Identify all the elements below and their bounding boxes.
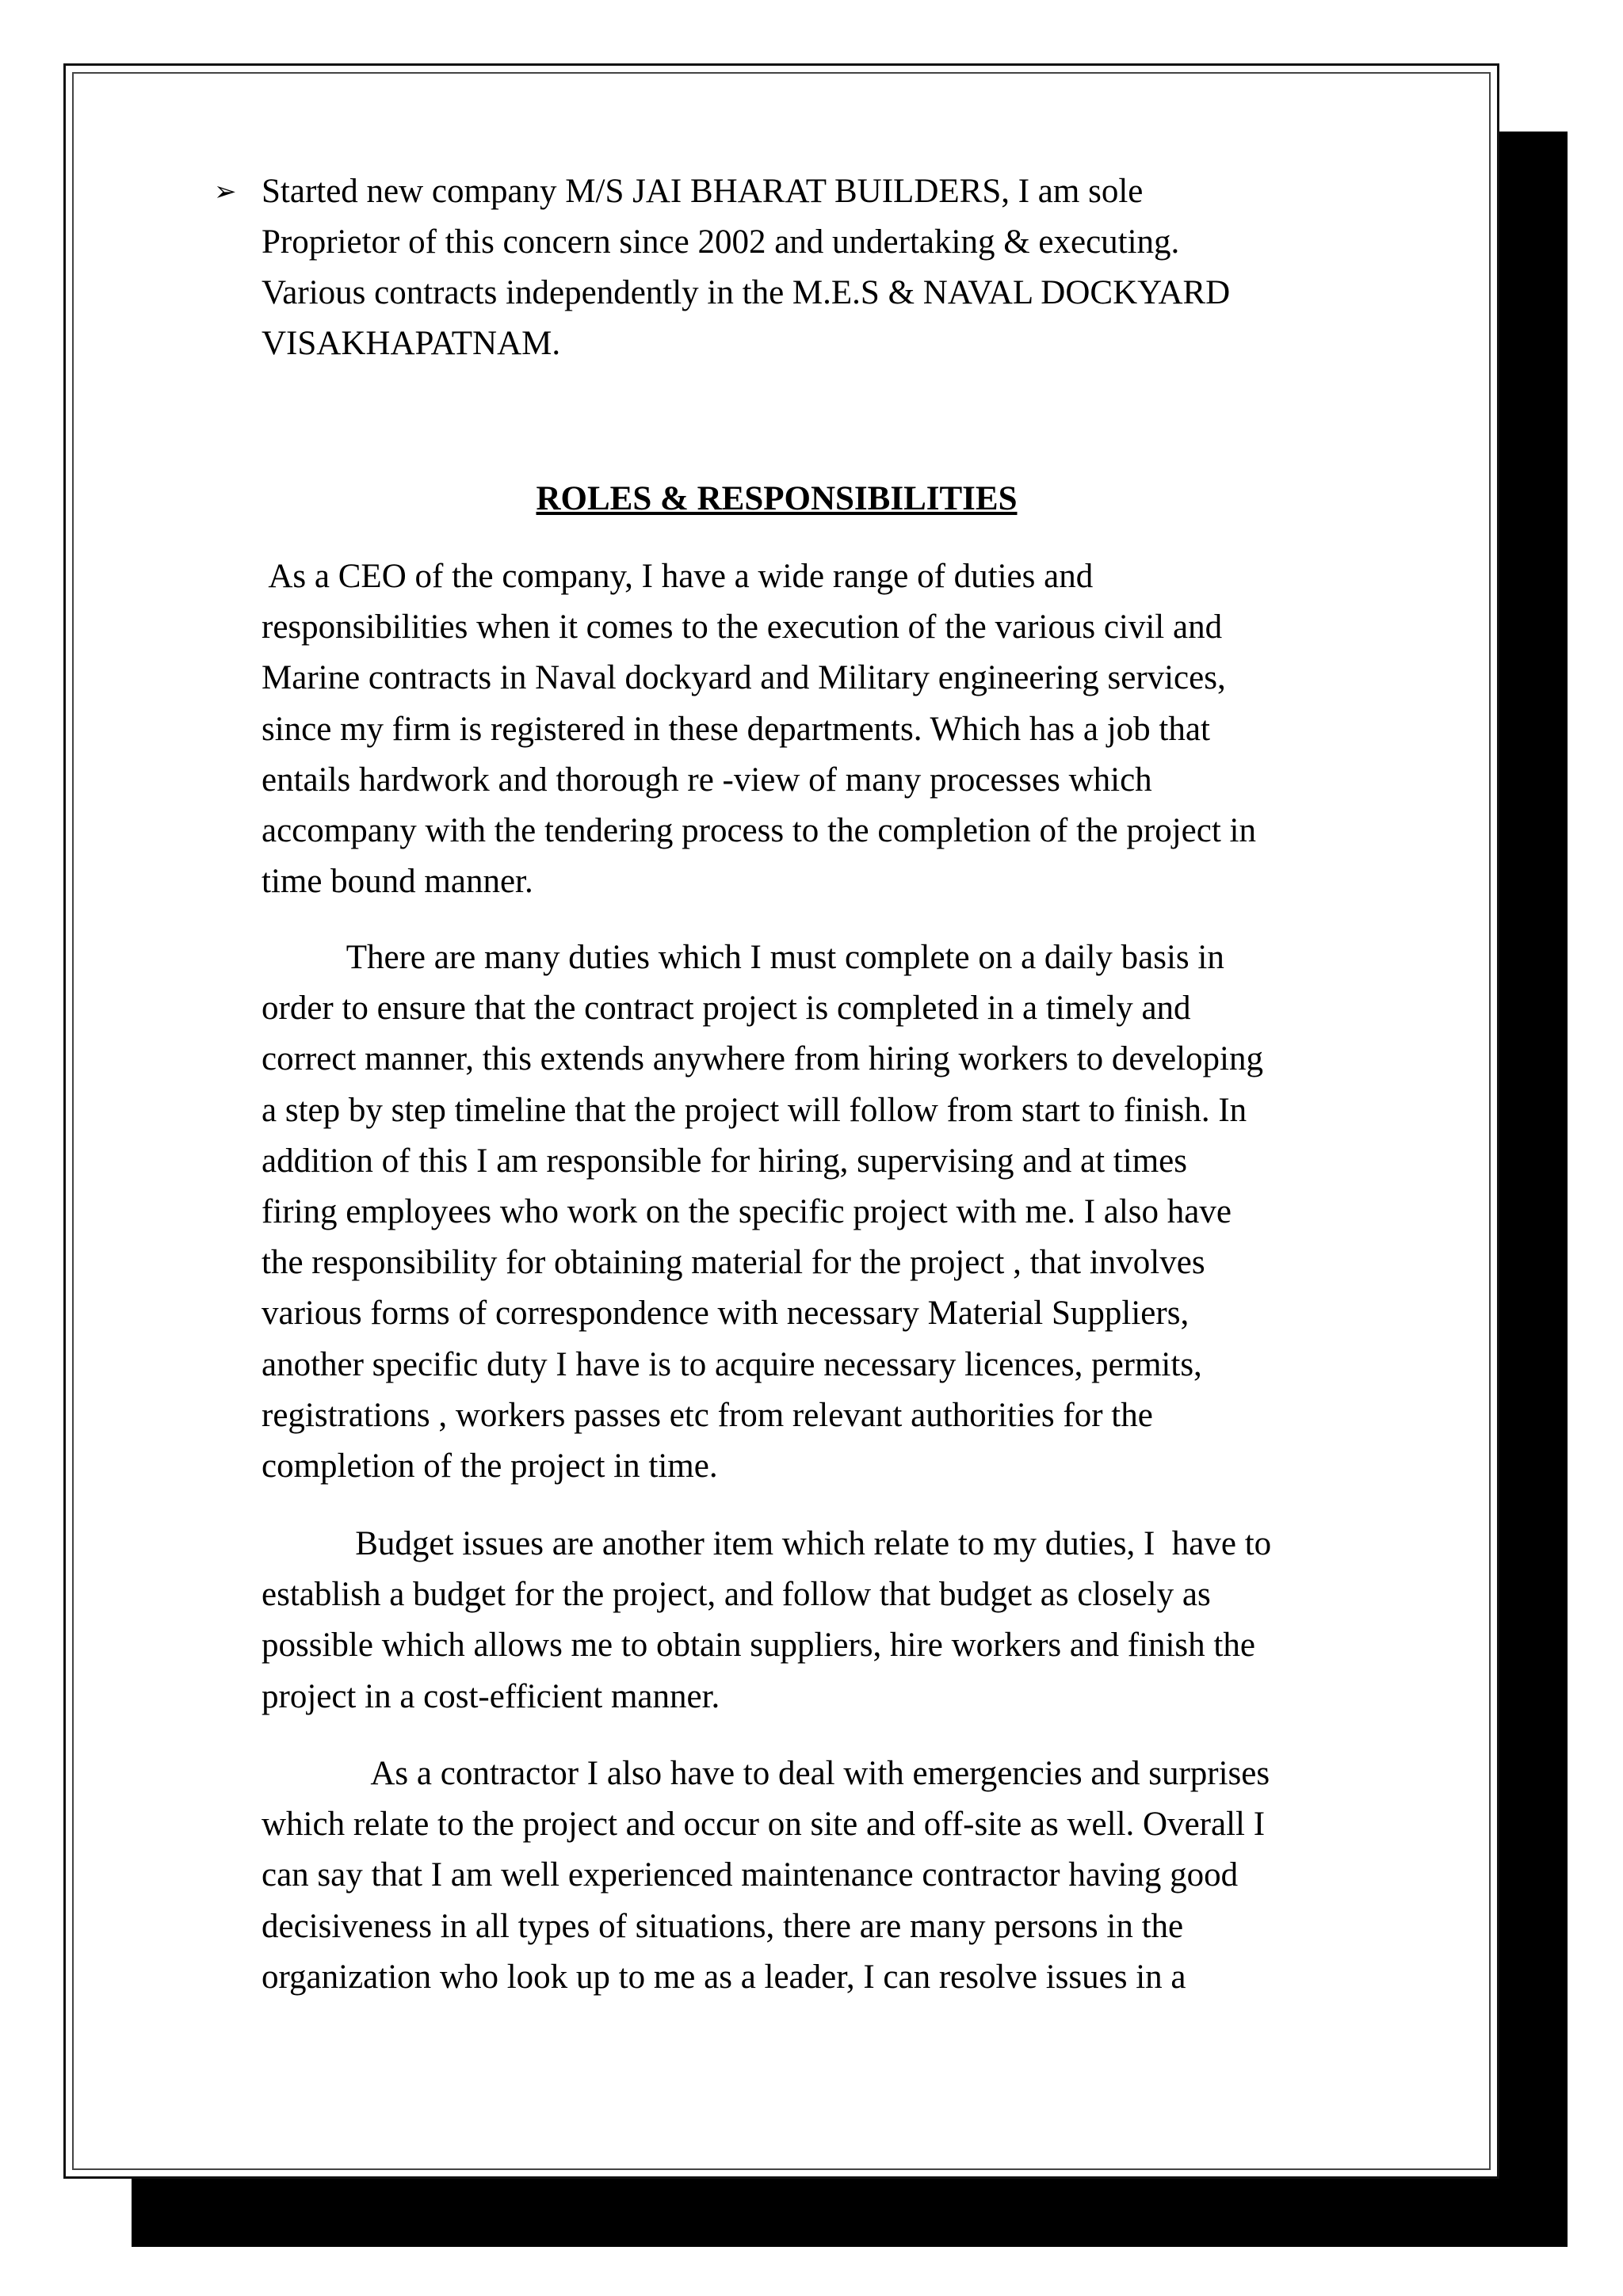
paragraph-line: various forms of correspondence with necessary Material Suppliers, [262,1295,1190,1333]
paragraph-line: registrations , workers passes etc from relevant authorities for the [262,1396,1153,1434]
paragraph-line: another specific duty I have is to acquire necessary licences, permits, [262,1345,1202,1383]
paragraph-line: since my firm is registered in these departments. Which has a job that [262,710,1210,748]
bullet-line: VISAKHAPATNAM. [262,325,561,362]
paragraph-line: can say that I am well experienced maintenance contractor having good [262,1856,1239,1894]
paragraph-daily-duties [262,933,1411,1492]
paragraph-line: correct manner, this extends anywhere from hiring workers to developing [262,1040,1263,1078]
paragraph-budget [262,1519,1411,1722]
paragraph-line: addition of this I am responsible for hiring, supervising and at times [262,1142,1187,1180]
bullet-row [214,166,1403,369]
paragraph-line: As a CEO of the company, I have a wide range of duties and [262,558,1094,595]
bullet-item [214,166,1403,369]
paragraph-line: firing employees who work on the specific project with me. I also have [262,1193,1232,1231]
bullet-line: Started new company M/S JAI BHARAT BUILDERS, I am sole [262,173,1144,210]
paragraph-line: a step by step timeline that the project will follow from start to finish. In [262,1091,1247,1129]
paragraph-line: time bound manner. [262,863,533,901]
paragraph-line: There are many duties which I must complete on a daily basis in [262,939,1224,976]
paragraph-line: the responsibility for obtaining material for the project , that involves [262,1244,1205,1282]
paragraph-line: accompany with the tendering process to the completion of the project in [262,812,1256,850]
paragraph-line: organization who look up to me as a leader, I can resolve issues in a [262,1958,1186,1996]
paragraph-line: entails hardwork and thorough re -view of many processes which [262,761,1152,799]
paragraph-line: possible which allows me to obtain suppliers, hire workers and finish the [262,1627,1255,1665]
paragraph-line: completion of the project in time. [262,1447,718,1486]
bullet-line: Proprietor of this concern since 2002 and undertaking & executing. [262,223,1180,261]
bullet-line: Various contracts independently in the M.E.S & NAVAL DOCKYARD [262,274,1231,311]
paragraph-ceo-duties [262,551,1411,907]
paragraph-line: As a contractor I also have to deal with emergencies and surprises [262,1755,1270,1792]
paragraph-line: Marine contracts in Naval dockyard and Military engineering services, [262,659,1226,697]
paragraph-line: establish a budget for the project, and follow that budget as closely as [262,1576,1211,1614]
paragraph-line: responsibilities when it comes to the execution of the various civil and [262,608,1223,646]
paragraph-line: decisiveness in all types of situations, there are many persons in the [262,1907,1184,1945]
paragraph-line: project in a cost-efficient manner. [262,1677,720,1715]
paragraph-emergencies [262,1749,1411,2003]
paragraph-line: Budget issues are another item which relate to my duties, I have to [262,1525,1272,1562]
paragraph-line: which relate to the project and occur on site and off-site as well. Overall I [262,1806,1266,1844]
section-heading: ROLES & RESPONSIBILITIES [536,480,1018,517]
arrow-bullet-icon: ➢ [214,176,237,208]
paragraph-line: order to ensure that the contract project is completed in a timely and [262,990,1191,1028]
